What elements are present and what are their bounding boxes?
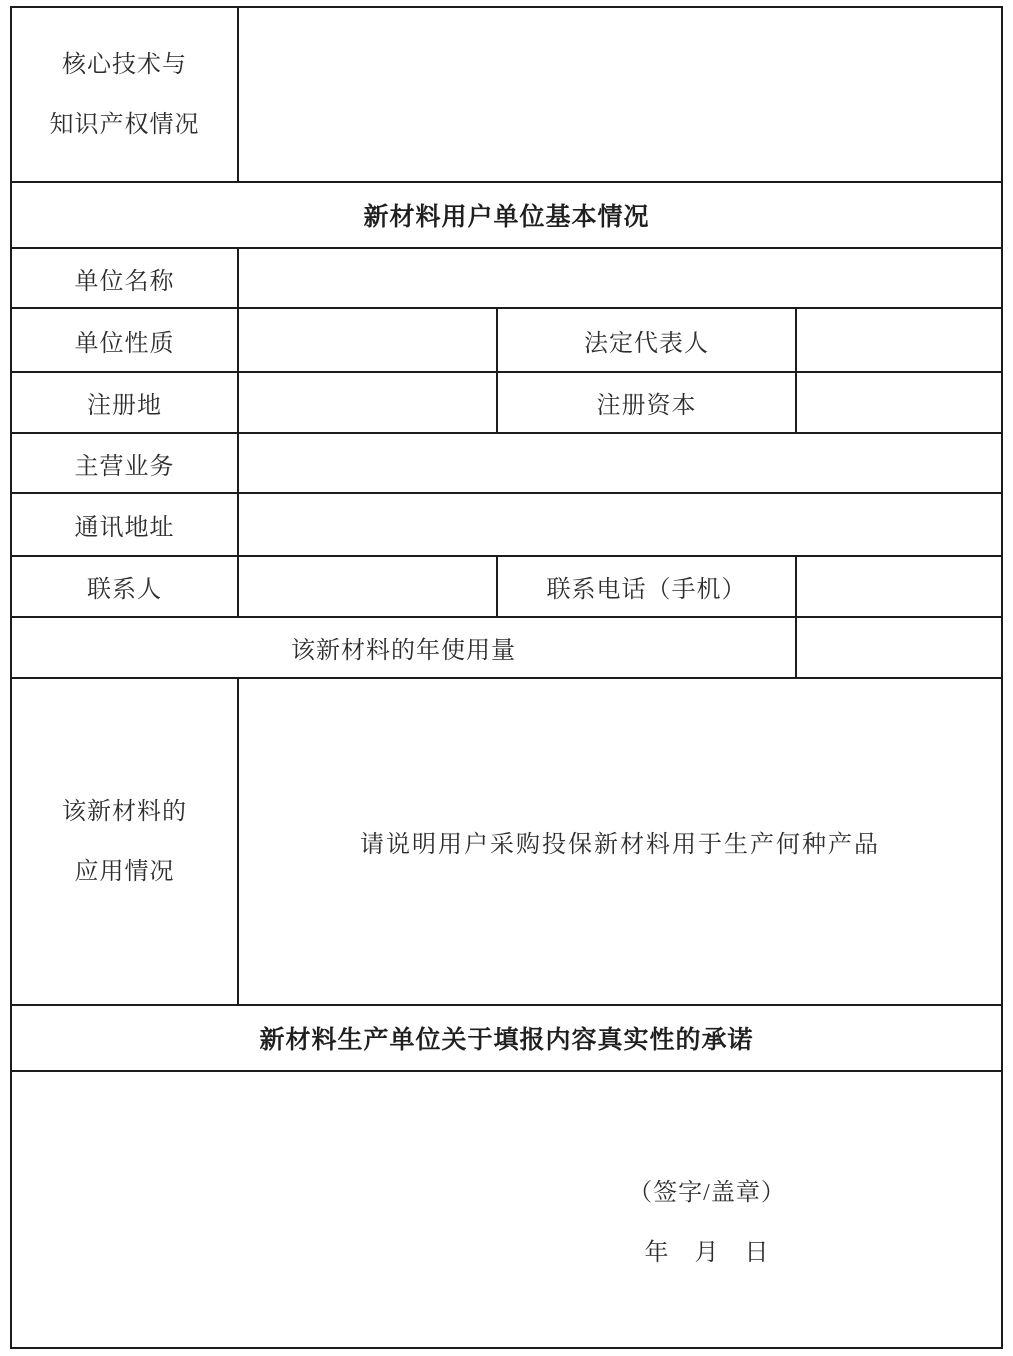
application-label-line2: 应用情况 (74, 858, 175, 885)
signature-block (557, 1178, 857, 1268)
date-label: 年 月 日 (644, 1240, 770, 1266)
contact-person-field[interactable] (238, 556, 497, 617)
contact-phone-field[interactable] (796, 556, 1002, 617)
application-form-table (10, 6, 1003, 1349)
main-business-label: 主营业务 (11, 433, 238, 493)
mailing-address-label: 通讯地址 (11, 493, 238, 556)
registered-place-field[interactable] (238, 372, 497, 433)
core-tech-ip-label-line2: 知识产权情况 (49, 111, 200, 138)
unit-name-label: 单位名称 (11, 248, 238, 308)
mailing-address-field[interactable] (238, 493, 1002, 556)
contact-phone-label: 联系电话（手机） (497, 556, 796, 617)
core-tech-ip-field[interactable] (238, 7, 1002, 182)
application-label-line1: 该新材料的 (62, 798, 187, 825)
application-note-field[interactable] (238, 678, 1002, 1005)
commitment-section-header: 新材料生产单位关于填报内容真实性的承诺 (11, 1005, 1002, 1071)
contact-person-label: 联系人 (11, 556, 238, 617)
signature-label: （签字/盖章） (628, 1180, 786, 1206)
registered-capital-field[interactable] (796, 372, 1002, 433)
application-note-text: 请说明用户采购投保新材料用于生产何种产品 (360, 832, 881, 858)
main-business-field[interactable] (238, 433, 1002, 493)
user-unit-section-header: 新材料用户单位基本情况 (11, 182, 1002, 248)
core-tech-ip-label-line1: 核心技术与 (62, 51, 187, 78)
commitment-field[interactable] (11, 1071, 1002, 1348)
application-label (11, 678, 238, 1005)
legal-representative-field[interactable] (796, 308, 1002, 372)
registered-place-label: 注册地 (11, 372, 238, 433)
unit-name-field[interactable] (238, 248, 1002, 308)
core-tech-ip-label (11, 7, 238, 182)
annual-usage-field[interactable] (796, 617, 1002, 678)
unit-nature-field[interactable] (238, 308, 497, 372)
legal-representative-label: 法定代表人 (497, 308, 796, 372)
registered-capital-label: 注册资本 (497, 372, 796, 433)
unit-nature-label: 单位性质 (11, 308, 238, 372)
annual-usage-label: 该新材料的年使用量 (11, 617, 796, 678)
